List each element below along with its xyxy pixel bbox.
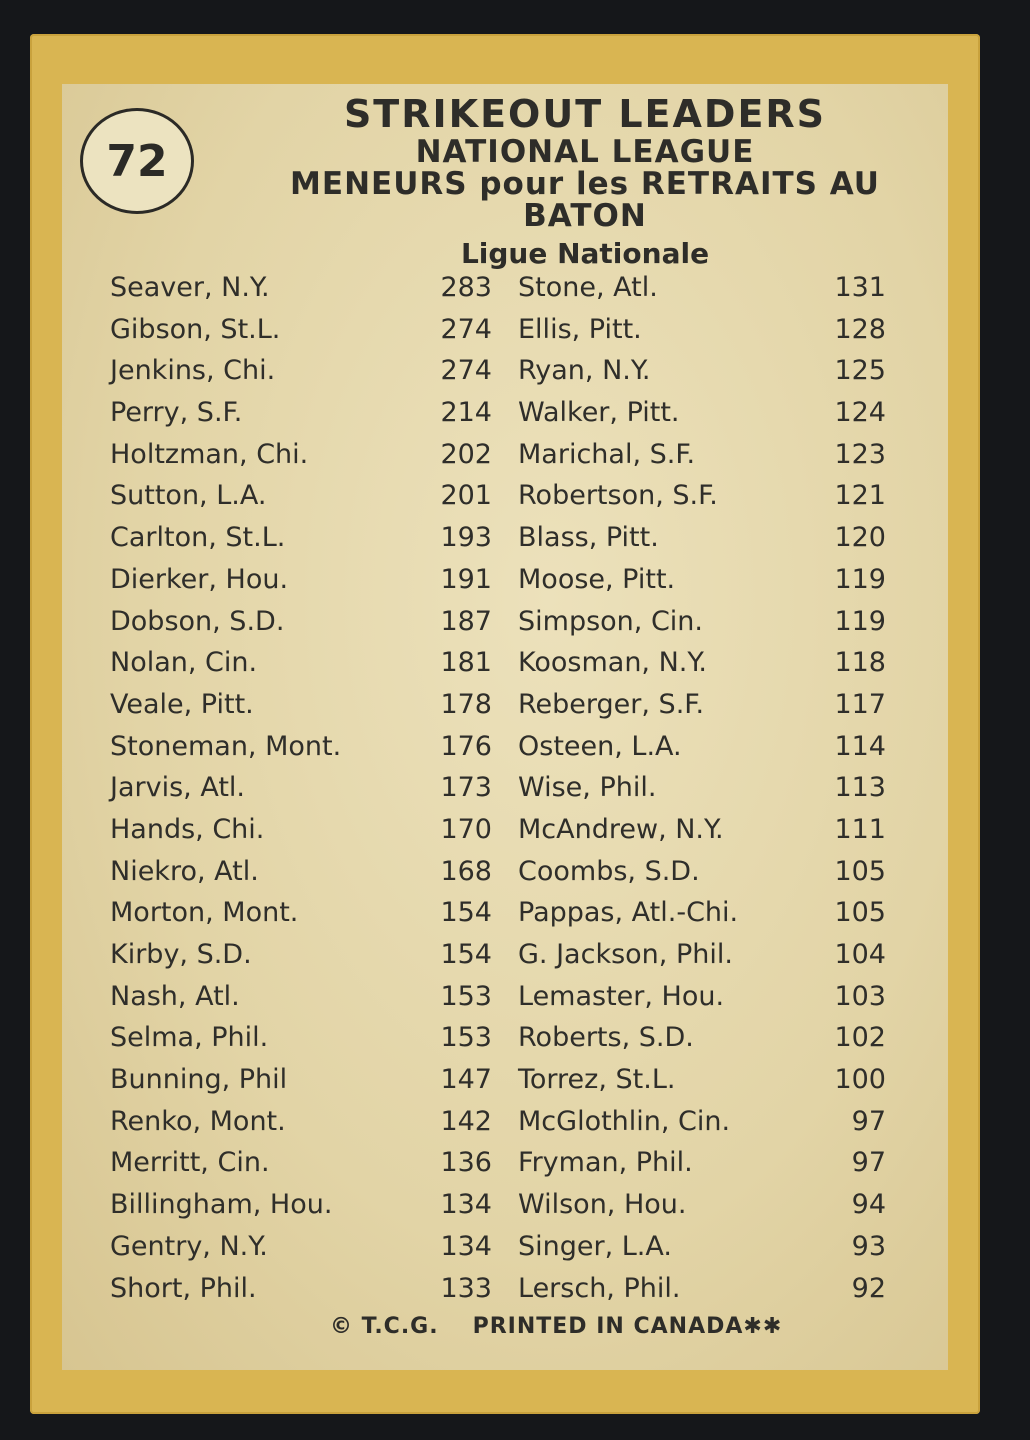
table-row [110, 1189, 900, 1231]
left-strikeouts: 176 [440, 730, 492, 762]
right-strikeouts: 124 [834, 397, 886, 429]
left-strikeouts: 181 [440, 647, 492, 679]
left-player-name: Dobson, S.D. [110, 605, 285, 637]
table-row [110, 272, 900, 314]
left-strikeouts: 133 [440, 1272, 492, 1304]
right-player-name: McAndrew, N.Y. [518, 813, 724, 845]
right-player-name: Reberger, S.F. [518, 688, 705, 720]
left-player-name: Gentry, N.Y. [110, 1230, 268, 1262]
table-row [110, 1064, 900, 1106]
right-player-name: Robertson, S.F. [518, 480, 718, 512]
right-strikeouts: 120 [834, 522, 886, 554]
right-strikeouts: 93 [851, 1230, 886, 1262]
right-player-name: Lersch, Phil. [518, 1272, 681, 1304]
right-strikeouts: 128 [834, 313, 886, 345]
table-row [110, 606, 900, 648]
right-player-name: Walker, Pitt. [518, 397, 680, 429]
right-player-name: Ellis, Pitt. [518, 313, 642, 345]
table-row [110, 856, 900, 898]
left-strikeouts: 214 [440, 397, 492, 429]
left-player-name: Sutton, L.A. [110, 480, 267, 512]
left-player-name: Perry, S.F. [110, 397, 243, 429]
table-row [110, 689, 900, 731]
right-player-name: Blass, Pitt. [518, 522, 659, 554]
left-player-name: Nash, Atl. [110, 980, 240, 1012]
left-player-name: Gibson, St.L. [110, 313, 281, 345]
right-player-name: Lemaster, Hou. [518, 980, 725, 1012]
left-player-name: Nolan, Cin. [110, 647, 258, 679]
left-player-name: Stoneman, Mont. [110, 730, 342, 762]
table-row [110, 647, 900, 689]
league-name: NATIONAL LEAGUE [415, 134, 755, 170]
left-strikeouts: 283 [440, 272, 492, 303]
table-row [110, 480, 900, 522]
table-row [110, 397, 900, 439]
right-strikeouts: 100 [834, 1064, 886, 1096]
left-player-name: Jarvis, Atl. [110, 772, 245, 804]
left-strikeouts: 153 [440, 980, 492, 1012]
table-row [110, 355, 900, 397]
left-player-name: Billingham, Hou. [110, 1189, 333, 1221]
table-row [110, 814, 900, 856]
left-player-name: Dierker, Hou. [110, 563, 289, 595]
left-player-name: Renko, Mont. [110, 1105, 286, 1137]
right-player-name: Koosman, N.Y. [518, 647, 707, 679]
card-header [240, 92, 930, 274]
left-player-name: Bunning, Phil [110, 1064, 288, 1096]
table-row [110, 314, 900, 356]
left-player-name: Kirby, S.D. [110, 939, 252, 970]
right-strikeouts: 119 [834, 605, 886, 637]
left-strikeouts: 142 [440, 1105, 492, 1137]
left-player-name: Veale, Pitt. [110, 688, 254, 720]
right-player-name: Ryan, N.Y. [518, 355, 651, 387]
right-strikeouts: 111 [834, 813, 886, 845]
left-strikeouts: 147 [440, 1064, 492, 1096]
right-strikeouts: 102 [834, 1022, 886, 1054]
left-player-name: Merritt, Cin. [110, 1147, 270, 1179]
left-player-name: Niekro, Atl. [110, 855, 259, 887]
card-number: 72 [106, 135, 168, 187]
printed-in-text: PRINTED IN CANADA✱✱ [472, 1314, 783, 1339]
right-strikeouts: 114 [834, 730, 886, 762]
right-strikeouts: 113 [834, 772, 886, 804]
right-player-name: Pappas, Atl.-Chi. [518, 897, 739, 929]
right-strikeouts: 97 [851, 1105, 886, 1137]
right-strikeouts: 131 [834, 272, 886, 303]
right-player-name: Marichal, S.F. [518, 438, 696, 470]
right-strikeouts: 117 [834, 688, 886, 720]
right-strikeouts: 123 [834, 438, 886, 470]
right-player-name: Fryman, Phil. [518, 1147, 693, 1179]
right-strikeouts: 125 [834, 355, 886, 387]
right-player-name: Stone, Atl. [518, 272, 658, 303]
table-row [110, 772, 900, 814]
left-strikeouts: 274 [440, 355, 492, 387]
left-strikeouts: 134 [440, 1189, 492, 1221]
right-strikeouts: 104 [834, 939, 886, 970]
left-strikeouts: 191 [440, 563, 492, 595]
right-player-name: Roberts, S.D. [518, 1022, 694, 1054]
card-footer [330, 1314, 782, 1339]
table-row [110, 731, 900, 773]
right-strikeouts: 97 [851, 1147, 886, 1179]
left-player-name: Morton, Mont. [110, 897, 299, 929]
left-strikeouts: 153 [440, 1022, 492, 1054]
left-strikeouts: 170 [440, 813, 492, 845]
left-player-name: Seaver, N.Y. [110, 272, 270, 303]
right-player-name: Torrez, St.L. [518, 1064, 676, 1096]
table-row [110, 897, 900, 939]
right-strikeouts: 118 [834, 647, 886, 679]
card-title: STRIKEOUT LEADERS [343, 92, 827, 136]
right-player-name: Wilson, Hou. [518, 1189, 687, 1221]
right-player-name: Wise, Phil. [518, 772, 657, 804]
right-strikeouts: 103 [834, 980, 886, 1012]
table-row [110, 1022, 900, 1064]
right-player-name: McGlothlin, Cin. [518, 1105, 731, 1137]
left-strikeouts: 274 [440, 313, 492, 345]
left-strikeouts: 187 [440, 605, 492, 637]
table-row [110, 522, 900, 564]
right-strikeouts: 92 [851, 1272, 886, 1304]
left-strikeouts: 168 [440, 855, 492, 887]
french-league-name: Ligue Nationale [460, 237, 710, 270]
table-row [110, 1106, 900, 1148]
left-strikeouts: 136 [440, 1147, 492, 1179]
left-player-name: Jenkins, Chi. [110, 355, 276, 387]
right-strikeouts: 119 [834, 563, 886, 595]
left-player-name: Hands, Chi. [110, 813, 265, 845]
right-player-name: Singer, L.A. [518, 1230, 672, 1262]
french-title-line1: MENEURS pour les RETRAITS AU [290, 166, 880, 202]
right-strikeouts: 121 [834, 480, 886, 512]
table-row [110, 1231, 900, 1273]
table-row [110, 981, 900, 1023]
table-row [110, 1273, 900, 1315]
left-strikeouts: 134 [440, 1230, 492, 1262]
left-strikeouts: 202 [440, 438, 492, 470]
table-row [110, 1147, 900, 1189]
table-row [110, 564, 900, 606]
right-player-name: Moose, Pitt. [518, 563, 676, 595]
right-player-name: Coombs, S.D. [518, 855, 700, 887]
left-player-name: Carlton, St.L. [110, 522, 286, 554]
right-player-name: G. Jackson, Phil. [518, 939, 733, 970]
left-strikeouts: 173 [440, 772, 492, 804]
left-strikeouts: 201 [440, 480, 492, 512]
left-player-name: Selma, Phil. [110, 1022, 269, 1054]
leaders-table [110, 272, 900, 1314]
right-strikeouts: 94 [851, 1189, 886, 1221]
left-strikeouts: 193 [440, 522, 492, 554]
french-title-line2: BATON [523, 198, 647, 234]
left-player-name: Short, Phil. [110, 1272, 257, 1304]
right-strikeouts: 105 [834, 897, 886, 929]
right-player-name: Simpson, Cin. [518, 605, 703, 637]
left-strikeouts: 154 [440, 939, 492, 970]
left-strikeouts: 178 [440, 688, 492, 720]
left-player-name: Holtzman, Chi. [110, 438, 309, 470]
right-strikeouts: 105 [834, 855, 886, 887]
right-player-name: Osteen, L.A. [518, 730, 682, 762]
copyright-text: © T.C.G. [330, 1314, 439, 1339]
table-row [110, 939, 900, 981]
table-row [110, 439, 900, 481]
left-strikeouts: 154 [440, 897, 492, 929]
card-number-badge [80, 108, 194, 214]
